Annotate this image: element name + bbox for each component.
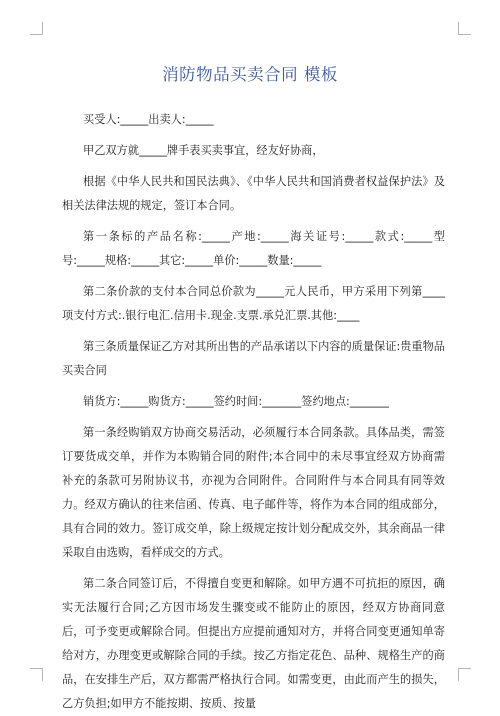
document-title: 消防物品买卖合同 模板	[162, 65, 338, 84]
crop-mark-bottom-right	[458, 668, 471, 681]
crop-mark-bottom-left	[30, 668, 43, 681]
paragraph-article-3-quality: 第三条质量保证乙方对其所出售的产品承诺以下内容的质量保证:贵重物品买卖合同	[62, 340, 445, 377]
paragraph-legal-basis: 根据《中华人民共和国民法典》、《中华人民共和国消费者权益保护法》及相关法律法规的规定，签订本合同。	[62, 175, 445, 212]
paragraph-article-2-payment: 第二条价款的支付本合同总价款为_____元人民币，甲方采用下列第____项支付方式:.银行电汇.信用卡.现金.支票.承兑汇票.其他:____	[62, 285, 445, 322]
paragraph-article-1-product: 第一条标的产品名称:_____产地:_____海关证号:_____款式:_____型号:_____规格:_____其它:_____单价:_____数量:_____	[62, 230, 445, 267]
paragraph-negotiation: 甲乙双方就_____牌手表买卖事宜，经友好协商，	[83, 144, 324, 157]
crop-mark-top-right	[458, 22, 471, 35]
paragraph-signing-info: 销货方:_____购货方:_____签约时间:_______签约地点:_______	[83, 395, 389, 408]
paragraph-article-2-changes: 第二条合同签订后，不得擅自变更和解除。如甲方遇不可抗拒的原因，确实无法履行合同;乙方因市场发生骤变或不能防止的原因，经双方协商同意后，可予变更或解除合同。但提出方应提前通知对方，并将合同变更通知单寄给对方，办理变更或解除合同的手续。按乙方指定花色、品种、规格生产的商品，在安排生产后，双方都需严格执行合同。如需变更，由此而产生的损失，乙方负担;如甲方不能按期、按质、按量	[62, 577, 445, 710]
document-body	[62, 108, 445, 716]
paragraph-parties: 买受人:_____出卖人:_____	[83, 113, 214, 126]
paragraph-article-1-purchase: 第一条经购销双方协商交易活动，必须履行本合同条款。具体品类，需签订要货成交单，并作为本购销合同的附件;本合同中的未尽事宜经双方协商需补充的条款可另附协议书，亦视为合同附件。合同附件与本合同具有同等效力。经双方确认的往来信函、传真、电子邮件等，将作为本合同的组成部分，具有合同的效力。签订成交单，除上级规定按计划分配成交外，其余商品一律采取自由选购，看样成交的方式。	[62, 426, 445, 559]
crop-mark-top-left	[30, 22, 43, 35]
